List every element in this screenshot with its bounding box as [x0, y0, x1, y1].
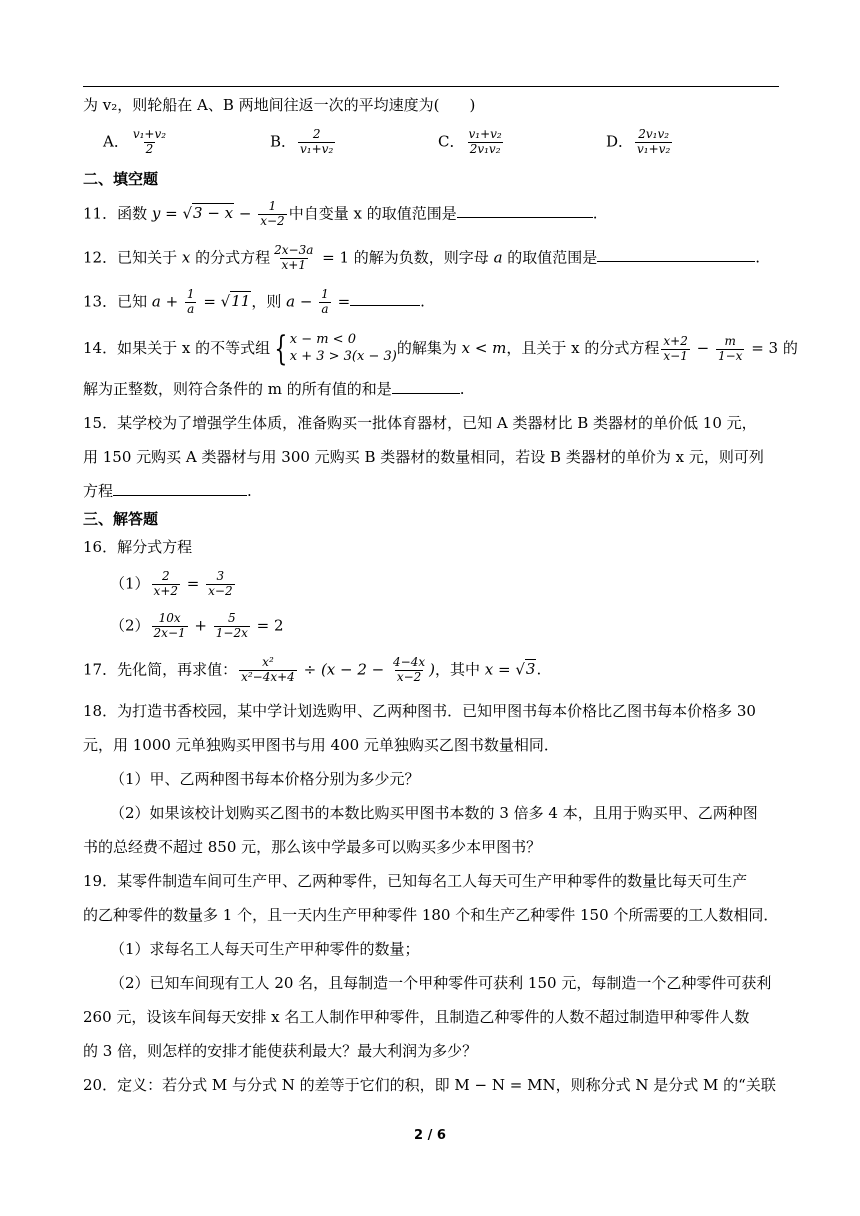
q14-equals: = 3: [746, 339, 779, 357]
option-d[interactable]: [606, 128, 674, 157]
q14-fraction-1: [661, 335, 689, 364]
option-d-label: D．: [606, 132, 634, 151]
q16-p2-f2-numerator: 5: [227, 611, 236, 625]
question-18-part-2-cont: 书的总经费不超过 850 元，那么该中学最多可以购买多少本甲图书？: [83, 838, 542, 856]
q11-prefix: 11．函数: [83, 204, 152, 223]
question-16: 16．解分式方程: [83, 538, 193, 556]
question-15-line-2: 用 150 元购买 A 类器材与用 300 元购买 B 类器材的数量相同，若设 B 类器材的单价为 x 元，则可列: [83, 448, 764, 466]
sqrt-sign: √: [515, 660, 525, 679]
q17-x-equals: x =: [484, 660, 516, 679]
q16-p2-fraction-2: [214, 612, 250, 641]
question-16-part-2: [110, 612, 284, 641]
q14-minus: −: [691, 339, 714, 357]
q16-p1-fraction-1: [152, 570, 180, 599]
question-18-part-1: （1）甲、乙两种图书每本价格分别为多少元？: [110, 770, 420, 788]
question-14: [83, 329, 798, 369]
q16-p1-f1-denominator: x+2: [153, 583, 179, 598]
q13-fraction-2: [319, 288, 331, 317]
q12-fraction: [272, 244, 315, 273]
q16-p1-f1-numerator: 2: [161, 569, 170, 583]
q17-f1-numerator: x²: [262, 655, 274, 669]
question-16-part-1: [110, 570, 237, 599]
q13-a-plus: a +: [151, 292, 183, 311]
question-15-line-1: 15．某学校为了增强学生体质，准备购买一批体育器材，已知 A 类器材比 B 类器材的单价低 10 元，: [83, 414, 757, 432]
sqrt-sign: √: [182, 204, 193, 223]
q17-paren-open: (x − 2 −: [320, 660, 390, 679]
q16-p1-label: （1）: [110, 574, 150, 593]
q12-end: .: [755, 248, 761, 267]
q14-prefix: 14．如果关于 x 的不等式组: [83, 339, 271, 357]
q13-f2-denominator: a: [321, 301, 329, 316]
q16-p2-f1-denominator: 2x−1: [153, 625, 186, 640]
sqrt-sign: √: [220, 292, 231, 311]
page-number: 2 / 6: [414, 1128, 446, 1143]
q11-answer-blank[interactable]: [457, 204, 593, 218]
q16-p1-equals: =: [182, 574, 205, 593]
q17-radicand: 3: [525, 660, 536, 679]
q17-text-post: ，其中: [434, 660, 485, 679]
q17-f2-denominator: x−2: [396, 669, 422, 684]
option-a-numerator: v₁+v₂: [132, 127, 167, 141]
section-title-fill-in: 二、填空题: [83, 170, 159, 188]
option-d-fraction: [635, 128, 672, 157]
q12-prefix: 12．已知关于: [83, 248, 182, 267]
q16-p1-f2-denominator: x−2: [208, 583, 233, 598]
q16-p2-label: （2）: [110, 616, 150, 635]
q14-f2-denominator: 1−x: [717, 348, 743, 363]
option-a-fraction: [131, 128, 168, 157]
q11-text: 中自变量 x 的取值范围是: [288, 204, 457, 223]
q11-minus: −: [234, 204, 257, 223]
q13-equals: =: [198, 292, 221, 311]
question-18-part-2: （2）如果该校计划购买乙图书的本数比购买甲图书本数的 3 倍多 4 本，且用于购买甲、乙两种图: [110, 804, 758, 822]
question-19-line-2: 的乙种零件的数量多 1 个，且一天内生产甲种零件 180 个和生产乙种零件 150 个所需要的工人数相同．: [83, 906, 779, 924]
option-c-denominator: 2v₁v₂: [469, 141, 501, 156]
question-18-line-2: 元，用 1000 元单独购买甲图书与用 400 元单独购买乙图书数量相同．: [83, 736, 559, 754]
q17-f1-denominator: x²−4x+4: [241, 669, 295, 684]
q14-f1-numerator: x+2: [663, 333, 688, 348]
q12-equals: = 1: [317, 248, 350, 267]
q16-p1-f2-numerator: 3: [216, 569, 225, 583]
q17-divide: ÷: [298, 660, 321, 679]
option-c-fraction: [466, 128, 503, 157]
q14-inequality-system: [270, 329, 397, 369]
q14-fraction-2: [716, 335, 744, 364]
q16-p1-fraction-2: [206, 570, 234, 599]
q14-text-post: 的: [778, 339, 798, 357]
option-c-label: C．: [438, 132, 465, 151]
q12-frac-denominator: x+1: [281, 257, 306, 272]
q11-end: .: [592, 204, 598, 223]
q13-answer-blank[interactable]: [350, 292, 420, 306]
q12-text-post2: 的取值范围是: [502, 248, 598, 267]
q13-fraction-1: [185, 288, 197, 317]
option-b-denominator: v₁+v₂: [300, 141, 334, 156]
q11-fraction: [258, 200, 286, 229]
option-c-numerator: v₁+v₂: [468, 127, 502, 141]
q15-line3-text: 方程: [83, 482, 114, 500]
q14-answer-blank[interactable]: [392, 380, 460, 394]
question-19-part-2-cont-2: 的 3 倍，则怎样的安排才能使获利最大？最大利润为多少？: [83, 1042, 478, 1060]
q17-prefix: 17．先化简，再求值：: [83, 660, 238, 679]
option-d-denominator: v₁+v₂: [637, 141, 671, 156]
q14-end: .: [459, 380, 465, 398]
q15-answer-blank[interactable]: [113, 482, 247, 496]
left-brace-icon: {: [274, 329, 288, 369]
q11-frac-numerator: 1: [268, 199, 277, 213]
q17-fraction-2: [391, 656, 427, 685]
q12-frac-numerator: 2x−3a: [274, 243, 314, 257]
q17-paren-close: ): [429, 660, 435, 679]
q13-f1-numerator: 1: [186, 287, 195, 301]
question-14-line-2: [83, 378, 465, 399]
q13-end: .: [420, 292, 425, 311]
q12-text-post: 的解为负数，则字母: [349, 248, 494, 267]
question-20-line-1: 20．定义：若分式 M 与分式 N 的差等于它们的积，即 M − N = MN，则称分式 N 是分式 M 的“关联: [83, 1076, 776, 1094]
q11-radicand: 3 − x: [193, 204, 234, 223]
q14-inequality-1: x − m < 0: [289, 332, 356, 348]
q14-inequality-2: x + 3 > 3(x − 3): [289, 349, 397, 364]
q15-end: .: [247, 482, 252, 500]
q12-text-mid: 的分式方程: [190, 248, 271, 267]
option-a-label: A．: [103, 132, 129, 151]
option-b[interactable]: [270, 128, 337, 157]
question-17: [83, 656, 541, 685]
q13-f2-numerator: 1: [321, 287, 329, 301]
question-18-line-1: 18．为打造书香校园，某中学计划选购甲、乙两种图书．已知甲图书每本价格比乙图书每本价格多 30: [83, 702, 756, 720]
question-19-line-1: 19．某零件制造车间可生产甲、乙两种零件，已知每名工人每天可生产甲种零件的数量比每天可生产: [83, 872, 748, 890]
q17-fraction-1: [239, 656, 297, 685]
q16-p2-f2-denominator: 1−2x: [215, 625, 248, 640]
q13-f1-denominator: a: [187, 301, 195, 316]
q12-var-x: x: [181, 248, 191, 267]
option-a[interactable]: [103, 128, 170, 157]
q14-line2-text: 解为正整数，则符合条件的 m 的所有值的和是: [83, 380, 392, 398]
q16-p2-equals: = 2: [251, 616, 284, 635]
question-12: [83, 244, 760, 273]
question-11: [83, 200, 597, 229]
header-rule: [83, 86, 779, 87]
q12-answer-blank[interactable]: [597, 248, 755, 262]
q17-end: .: [536, 660, 542, 679]
option-a-denominator: 2: [145, 141, 154, 156]
option-c[interactable]: [438, 128, 506, 157]
question-15-line-3: [83, 480, 252, 501]
q13-equals-2: =: [332, 292, 351, 311]
option-d-numerator: 2v₁v₂: [638, 127, 670, 141]
question-19-part-1: （1）求每名工人每天可生产甲种零件的数量；: [110, 940, 420, 958]
question-13: [83, 288, 425, 317]
q17-f2-numerator: 4−4x: [393, 655, 426, 669]
q13-prefix: 13．已知: [83, 292, 152, 311]
option-b-fraction: [298, 128, 335, 157]
q11-expression: y =: [151, 204, 183, 223]
q14-text-mid2: ，且关于 x 的分式方程: [506, 339, 660, 357]
q14-text-mid: 的解集为: [396, 339, 462, 357]
question-10-continuation: 为 v₂，则轮船在 A、B 两地间往返一次的平均速度为( ): [83, 96, 476, 114]
option-b-label: B．: [270, 132, 297, 151]
q13-radicand: 11: [231, 292, 251, 311]
q16-p2-fraction-1: [152, 612, 188, 641]
q14-f2-numerator: m: [724, 333, 736, 348]
q14-f1-denominator: x−1: [663, 348, 688, 363]
q16-p2-plus: +: [189, 616, 212, 635]
question-19-part-2: （2）已知车间现有工人 20 名，且每制造一个甲种零件可获利 150 元，每制造一个乙种零件可获利: [110, 974, 772, 992]
q11-frac-denominator: x−2: [260, 213, 285, 228]
q12-var-a: a: [493, 248, 503, 267]
q13-a-minus: a −: [286, 292, 318, 311]
section-title-solutions: 三、解答题: [83, 510, 159, 528]
q16-p2-f1-numerator: 10x: [158, 611, 181, 625]
q13-comma: ，则: [251, 292, 287, 311]
question-19-part-2-cont-1: 260 元，设该车间每天安排 x 名工人制作甲种零件，且制造乙种零件的人数不超过制造甲种零件人数: [83, 1008, 750, 1026]
option-b-numerator: 2: [312, 127, 321, 141]
q14-solution-set: x < m: [461, 339, 507, 357]
